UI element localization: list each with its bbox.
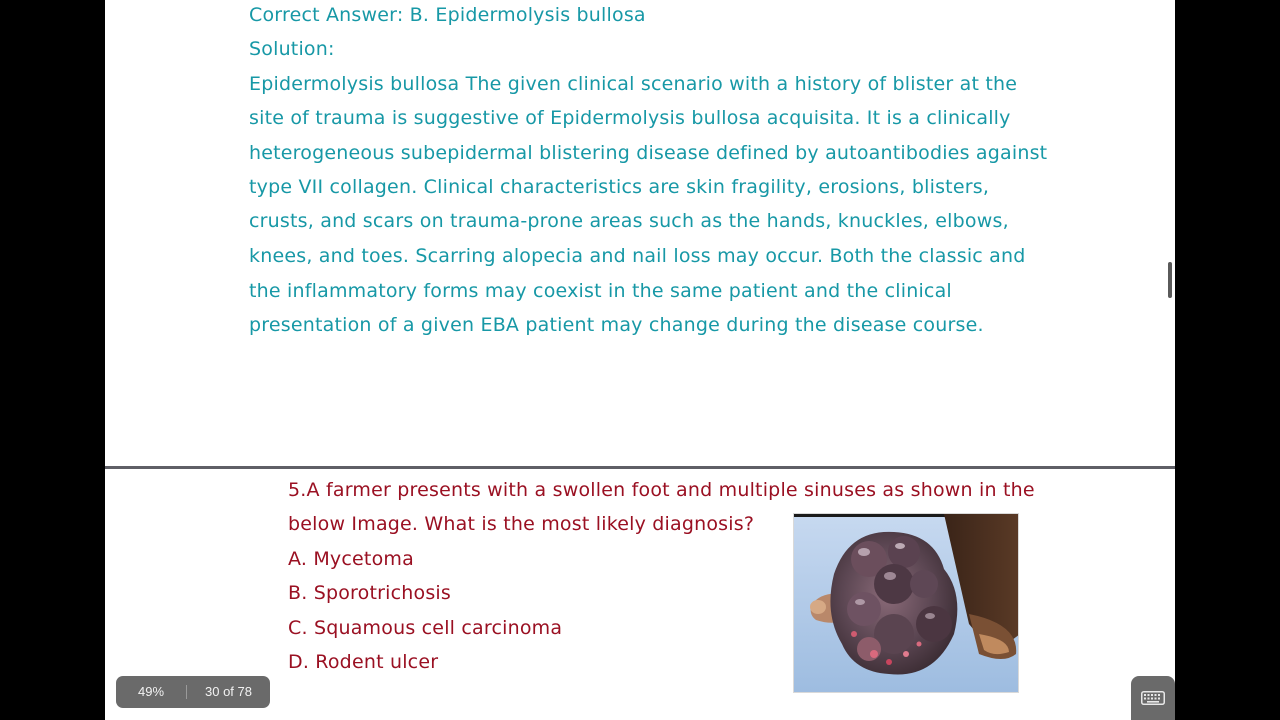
- option-b: B. Sporotrichosis: [288, 582, 452, 604]
- document-page-upper: [105, 0, 1175, 466]
- question-stem-line: below Image. What is the most likely diagnosis?: [288, 513, 755, 535]
- solution-line: crusts, and scars on trauma-prone areas such as the hands, knuckles, elbows,: [249, 210, 1009, 232]
- solution-line: presentation of a given EBA patient may change during the disease course.: [249, 314, 984, 336]
- zoom-level[interactable]: 49%: [137, 684, 165, 699]
- solution-line: heterogeneous subepidermal blistering disease defined by autoantibodies against: [249, 142, 1048, 164]
- page-indicator[interactable]: [116, 676, 270, 708]
- option-d: D. Rodent ulcer: [288, 651, 439, 673]
- option-a: A. Mycetoma: [288, 548, 414, 570]
- solution-line: Epidermolysis bullosa The given clinical scenario with a history of blister at the: [249, 73, 1018, 95]
- option-c: C. Squamous cell carcinoma: [288, 617, 563, 639]
- clinical-foot-image: [793, 513, 1019, 693]
- solution-line: site of trauma is suggestive of Epidermolysis bullosa acquisita. It is a clinically: [249, 107, 1011, 129]
- solution-line: type VII collagen. Clinical characteristics are skin fragility, erosions, blisters,: [249, 176, 990, 198]
- question-stem-line: 5.A farmer presents with a swollen foot and multiple sinuses as shown in the: [288, 479, 1035, 501]
- keyboard-icon: [1141, 691, 1165, 705]
- solution-line: the inflammatory forms may coexist in the same patient and the clinical: [249, 280, 952, 302]
- correct-answer: Correct Answer: B. Epidermolysis bullosa: [249, 4, 646, 26]
- vertical-scrollbar[interactable]: [1168, 262, 1172, 298]
- page-count[interactable]: 30 of 78: [205, 684, 252, 699]
- solution-line: knees, and toes. Scarring alopecia and nail loss may occur. Both the classic and: [249, 245, 1026, 267]
- keyboard-button[interactable]: [1131, 676, 1175, 720]
- solution-label: Solution:: [249, 38, 335, 60]
